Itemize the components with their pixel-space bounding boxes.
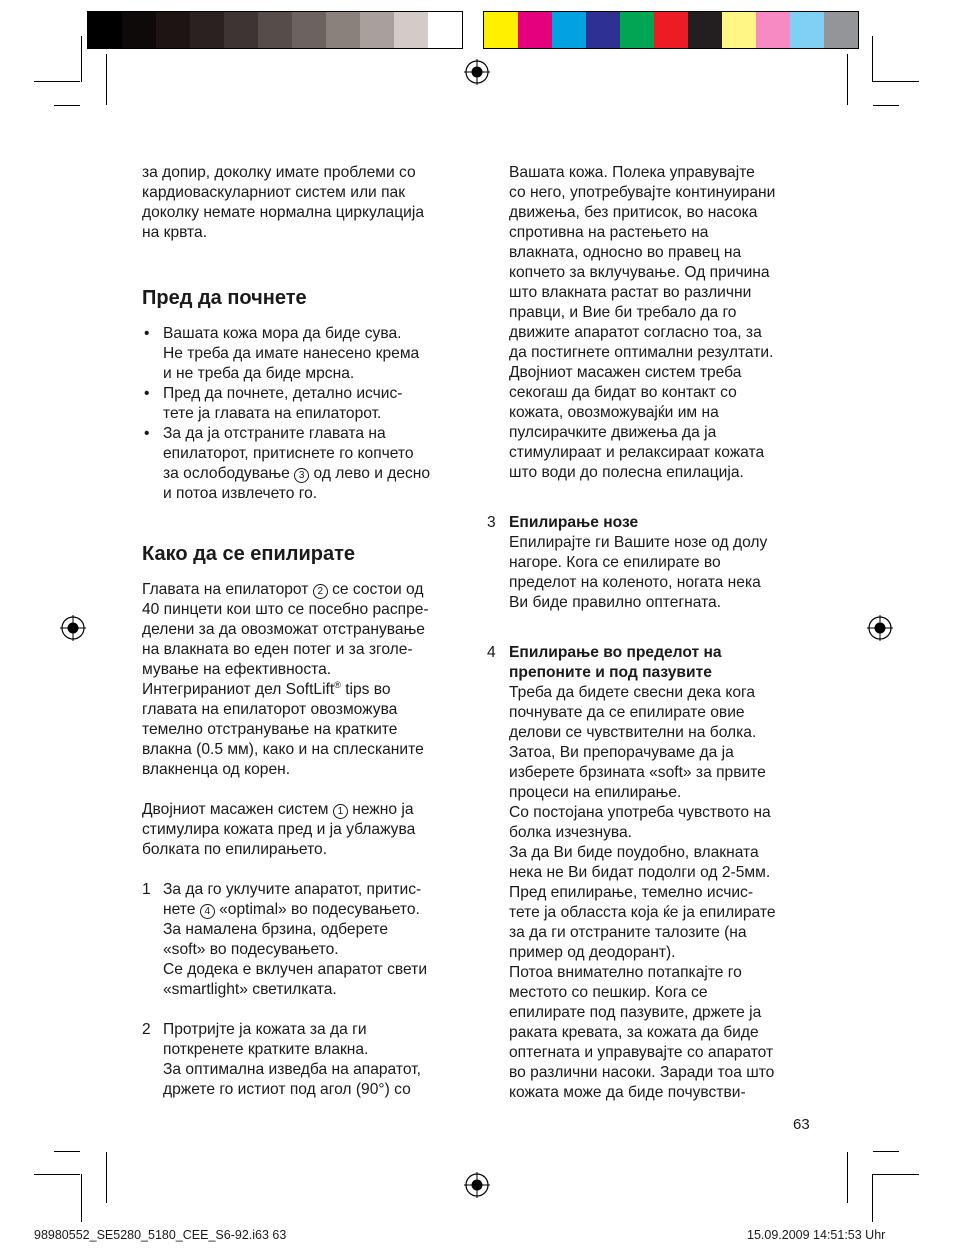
callout-number-icon: 1 bbox=[333, 804, 348, 819]
step-3-title: Епилирање нозе bbox=[509, 514, 639, 531]
callout-number-icon: 4 bbox=[200, 904, 215, 919]
paragraph-epilator-head: Главата на епилаторот 2 се состои од 40 пинцети кои што се посебно распре- делени за да овозможат отстранување на влакната во еден потег и за зголе- мување на ефективноста. Интегрираниот дел SoftLift® tips во главата на епилаторот овозможува темелно отстранување на кратките влакна (0.5 мм), како и на сплесканите влакненца од корен. bbox=[142, 581, 429, 778]
step-4: 4 Епилирање во пределот на препоните и под пазувите Треба да бидете свесни дека кога почнувате да се епилирате овие делови се чувствителни на болка. Затоа, Ви препорачуваме да ја изберете брзината «soft» за првите процеси на епилирање. Со постојана употреба чувството на болка изчезнува. За да Ви биде поудобно, влакната нека не Ви бидат подолги од 2-5мм. Пред епилирање, темелно исчис- тете ја обласста која ќе ја епилирате за да ги отстраните талозите (на пример од деодорант). Потоа внимателно потапкајте го местото со пешкир. Кога се епилирате под пазувите, држете ја раката кревата, за кожата да биде оптегната и управувајте со апаратот во различни насоки. Заради тоа што кожата може да биде почувстви- bbox=[509, 643, 819, 1103]
color-swatch bbox=[756, 12, 790, 48]
color-swatch bbox=[224, 12, 258, 48]
color-swatch bbox=[620, 12, 654, 48]
color-swatch bbox=[156, 12, 190, 48]
color-swatch bbox=[722, 12, 756, 48]
color-swatch bbox=[292, 12, 326, 48]
registration-mark-icon bbox=[60, 615, 86, 641]
color-swatch bbox=[394, 12, 428, 48]
step-1: 1 За да го уклучите апаратот, притис- нете 4 «optimal» во подесувањето. За намалена брзина, одберете «soft» во подесувањето. Се додека е вклучен апаратот свети «smartlight» светилката. bbox=[142, 881, 428, 998]
color-swatch bbox=[824, 12, 858, 48]
section-heading-how-to-epilate: Како да се епилирате bbox=[142, 543, 356, 565]
color-swatch bbox=[790, 12, 824, 48]
bullet-list bbox=[142, 324, 472, 504]
footer-timestamp: 15.09.2009 14:51:53 Uhr bbox=[747, 1228, 886, 1242]
page-number: 63 bbox=[793, 1116, 810, 1133]
color-swatch bbox=[518, 12, 552, 48]
intro-paragraph: за допир, доколку имате проблеми со кардиоваскуларниот систем или пак доколку немате нормална циркулација на крвта. bbox=[142, 164, 425, 241]
color-swatch bbox=[586, 12, 620, 48]
paragraph-massage-system: Двојниот масажен систем 1 нежно ја стимулира кожата пред и ја ублажува болката по епилирањето. bbox=[142, 801, 416, 858]
registration-mark-icon bbox=[464, 59, 490, 85]
color-swatch bbox=[688, 12, 722, 48]
callout-number-icon: 2 bbox=[313, 584, 328, 599]
color-swatch bbox=[654, 12, 688, 48]
color-swatch bbox=[552, 12, 586, 48]
color-swatch bbox=[190, 12, 224, 48]
step-4-title: Епилирање во пределот на bbox=[509, 644, 722, 661]
color-swatch bbox=[122, 12, 156, 48]
color-calibration-bar bbox=[483, 11, 859, 49]
list-item: • Вашата кожа мора да биде сува. Не треба да имате нанесено крема и не треба да биде мрсна. bbox=[144, 325, 420, 382]
step-3: 3 Епилирање нозе Епилирајте ги Вашите нозе од долу нагоре. Кога се епилирате во пределот на коленото, ногата нека Ви биде правилно оптегната. bbox=[509, 513, 819, 613]
right-column bbox=[487, 163, 819, 1103]
registration-mark-icon bbox=[867, 615, 893, 641]
color-swatch bbox=[258, 12, 292, 48]
section-heading-before-you-start: Пред да почнете bbox=[142, 287, 307, 309]
grayscale-calibration-bar bbox=[87, 11, 463, 49]
list-item: • За да ја отстраните главата на епилаторот, притиснете го копчето за ослободување 3 од лево и десно и потоа извлечето го. bbox=[144, 425, 431, 502]
callout-number-icon: 3 bbox=[294, 468, 309, 483]
footer-file-info: 98980552_SE5280_5180_CEE_S6-92.i63 63 bbox=[34, 1228, 287, 1242]
left-column bbox=[142, 163, 472, 1100]
color-swatch bbox=[326, 12, 360, 48]
color-swatch bbox=[360, 12, 394, 48]
registration-mark-icon bbox=[464, 1172, 490, 1198]
color-swatch bbox=[484, 12, 518, 48]
color-swatch bbox=[428, 12, 462, 48]
list-item: • Пред да почнете, детално исчис- тете ја главата на епилаторот. bbox=[144, 385, 403, 422]
color-swatch bbox=[88, 12, 122, 48]
step-2: 2 Протријте ја кожата за да ги поткренете кратките влакна. За оптимална изведба на апаратот, држете го истиот под агол (90°) со bbox=[142, 1021, 421, 1098]
step-2-continued: Вашата кожа. Полека управувајте со него, употребувајте континуирани движења, без притисок, во насока спротивна на растењето на влакната, односно во правец на копчето за вклучување. Од причина што влакната растат во различни правци, и Вие би требало да го движите апаратот согласно тоа, за да постигнете оптимални резултати. Двојниот масажен систем треба секогаш да бидат во контакт со кожата, овозможувајќи им на пулсирачките движења да ја стимулираат и релаксираат кожата што води до полесна епилација. bbox=[509, 164, 776, 481]
